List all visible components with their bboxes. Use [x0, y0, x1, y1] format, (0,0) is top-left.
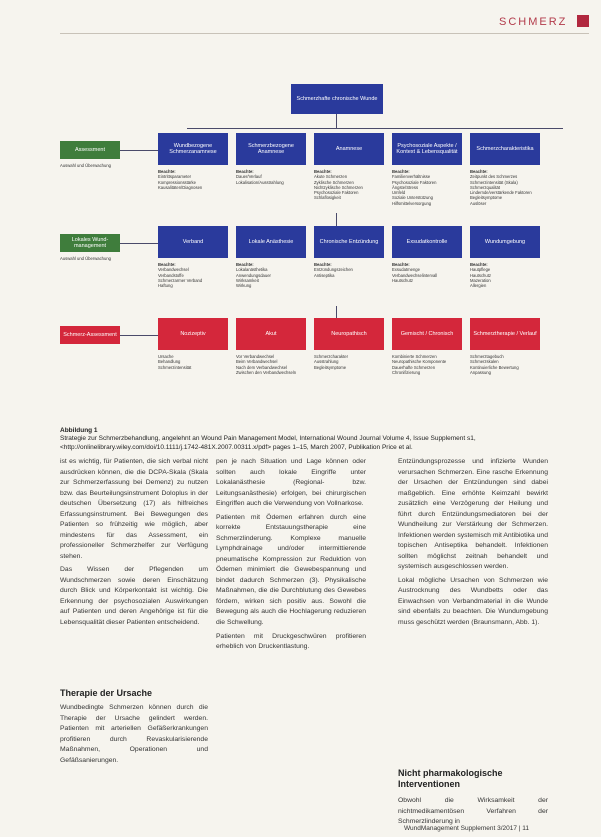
notes-item: Schmerzintensität (Skala): [470, 179, 518, 185]
paragraph: Patienten mit Druckgeschwüren profitieren erheblich von Druckentlastung.: [216, 632, 366, 651]
notes-item: Zeitpunkt des Schmerzes: [470, 174, 518, 180]
notes-item: Hilfsmittelversorgung: [392, 200, 432, 206]
notes-item: Lokalisation/Ausstrahlung: [236, 179, 284, 185]
caption-label: Abbildung 1: [60, 427, 98, 434]
notes-item: Antiseptika: [314, 272, 335, 278]
notes-item: Dauer/Verlauf: [236, 174, 262, 180]
notes-item: Beim Verbandwechsel: [236, 359, 278, 365]
notes-title: Beachte:: [392, 169, 410, 174]
notes-title: Beachte:: [314, 262, 332, 267]
diagram-box: Schmerzcharakteristika: [470, 133, 540, 165]
notes-item: Kompressionsstärke: [158, 179, 196, 185]
notes-item: Verbandwechselintervall: [392, 272, 438, 278]
body-column-2: [216, 457, 366, 656]
diagram-box: Nozizeptiv: [158, 318, 228, 350]
box-notes: [392, 354, 464, 375]
box-notes: [470, 354, 542, 375]
diagram-box: Gemischt / Chronisch: [392, 318, 462, 350]
notes-item: Allergien: [470, 283, 487, 288]
figure-caption: [60, 427, 590, 452]
notes-title: Beachte:: [158, 262, 176, 267]
paragraph: Entzündungsprozesse und infizierte Wunden verursachen Schmerzen. Eine rasche Erkennung der Ursachen der Entzündungen sind dabei maßgeblich. Eine erhöhte Keimzahl bewirkt zusätzlich eine Verzögerung der Heilung und führt durch Entzündungsmediatoren bei der Wundheilung zur Verstärkung der Schmerzen. Infektionen werden systemisch mit Antibiotika und topischen Antiseptika behandelt. Infektionen sollten möglichst zeitnah behandelt und systemisch ausgeschlossen werden.: [398, 458, 548, 571]
section-label: SCHMERZ: [499, 16, 568, 28]
paragraph: Obwohl die Wirksamkeit der nichtmedikamentösen Verfahren der Schmerzlinderung in: [398, 797, 548, 826]
notes-item: Nach dem Verbandwechsel: [236, 364, 287, 370]
notes-item: Eintrittsparameter: [158, 174, 192, 180]
box-notes: [314, 354, 386, 370]
paragraph: Lokal mögliche Ursachen von Schmerzen wie Austrocknung des Wundbetts oder das Einwachsen von Verbandmaterial in die Wunde sind ebenfalls zu beachten. Die Wundumgebung muss geschützt werden (Braunsmann, Abb. 1).: [398, 576, 548, 626]
paragraph: Patienten mit Ödemen erfahren durch eine korrekte Entstauungstherapie eine Schmerzlinderung. Komplexe manuelle Lymphdrainage und/oder intermittierende pneumatische Kompression zur Reduktion von Ödemen minimiert die Gewebespannung und bindet dadurch Schmerzen (3). Physikalische Maßnahmen, die die Durchblutung des Gewebes fördern, wirken sich positiv aus. Sowohl die Bewegung als auch die Hochlagerung reduzieren die Schwellung.: [216, 513, 366, 626]
diagram-box: Schmerzbezogene Anamnese: [236, 133, 306, 165]
notes-item: Hautschutz: [470, 272, 491, 278]
notes-item: Schlaflosigkeit: [314, 195, 341, 201]
notes-item: Behandlung: [158, 359, 181, 365]
notes-item: Kausalitäten/Diagnosen: [158, 184, 203, 190]
connector: [120, 150, 158, 151]
notes-item: Anpassung: [470, 369, 491, 375]
notes-item: Entzündungszeichen: [314, 267, 353, 273]
diagram-box: Akut: [236, 318, 306, 350]
notes-item: Psychosoziale Faktoren: [314, 190, 359, 195]
notes-item: Kontinuierliche Bewertung: [470, 364, 519, 370]
notes-item: Zwischen den Verbandwechseln: [236, 369, 297, 375]
figure-diagram: [60, 78, 590, 423]
diagram-box: Psychosoziale Aspekte / Kontext & Lebensqualität: [392, 133, 462, 165]
section-marker: [577, 15, 589, 27]
body-column-1: [60, 457, 208, 632]
connector: [187, 128, 563, 129]
notes-item: Verbandwechsel: [158, 267, 189, 273]
body-column-1-cont: [60, 703, 208, 769]
box-notes: [470, 262, 542, 288]
paragraph: Wundbedingte Schmerzen können durch die Therapie der Ursache gelindert werden. Patienten mit arteriellen Gefäßerkrankungen profitieren durch Revaskularisierende Maßnahmen, Operationen und Gefäßsanierungen.: [60, 704, 208, 764]
notes-item: Lokalanästhetika: [236, 267, 268, 273]
notes-item: Hautpflege: [470, 267, 491, 273]
notes-item: Schmerzarmer Verband: [158, 277, 203, 283]
notes-item: Schmerzqualität: [470, 184, 501, 190]
notes-item: Exsudatmenge: [392, 267, 420, 273]
box-notes: [314, 169, 386, 201]
diagram-box: Verband: [158, 226, 228, 258]
notes-title: Beachte:: [236, 262, 254, 267]
body-column-3: [398, 457, 548, 632]
notes-item: Kombinierte Schmerzen: [392, 354, 437, 359]
notes-item: Psychosoziale Faktoren: [392, 179, 437, 185]
notes-title: Beachte:: [314, 169, 332, 174]
diagram-box: Exsudatkontrolle: [392, 226, 462, 258]
notes-item: Auslöser: [470, 200, 487, 206]
notes-item: Anwendungsdauer: [236, 272, 271, 278]
connector: [336, 213, 337, 226]
diagram-box: Wundumgebung: [470, 226, 540, 258]
notes-title: Beachte:: [392, 262, 410, 267]
header-rule: [60, 33, 589, 34]
connector: [120, 335, 158, 336]
box-notes: [236, 169, 308, 185]
diagram-box: Schmerztherapie / Verlauf: [470, 318, 540, 350]
diagram-box: Wundbezogene Schmerzanamnese: [158, 133, 228, 165]
notes-item: Mazeration: [470, 277, 491, 283]
box-notes: [158, 169, 230, 190]
diagram-top-box: Schmerzhafte chronische Wunde: [291, 84, 383, 114]
notes-item: Nichtzyklische Schmerzen: [314, 184, 363, 190]
box-notes: [392, 262, 464, 283]
box-notes: [236, 354, 308, 375]
connector: [336, 114, 337, 128]
diagram-box: Neuropathisch: [314, 318, 384, 350]
notes-item: Schmerzcharakter: [314, 354, 348, 359]
notes-item: Zyklische Schmerzen: [314, 179, 354, 185]
paragraph: ist es wichtig, für Patienten, die sich verbal nicht ausdrücken können, die die DCPA-Skala (Skala zur Schmerzerfassung bei Demenz) zu nutzen bzw. das Beurteilungsinstrument Doloplus in der deutschen Übersetzung (17) als hilfreiches Erfassungsinstrument. Bei Bewegungen des Patienten so frühzeitig wie möglich, aber mindestens für das Assessment, ein professioneller Schmerzhelfer zur Verfügung stehen.: [60, 458, 208, 560]
notes-title: Beachte:: [470, 262, 488, 267]
notes-item: Umfeld: [392, 190, 406, 195]
notes-item: Verbandstoffe: [158, 272, 184, 278]
notes-item: Schmerzintensität: [158, 364, 192, 370]
notes-item: Soziale Unterstützung: [392, 195, 433, 201]
notes-item: Vor Verbandwechsel: [236, 354, 275, 359]
box-notes: [158, 262, 230, 288]
notes-title: Beachte:: [236, 169, 254, 174]
notes-item: Haftung: [158, 283, 173, 288]
notes-item: Dauerhafte Schmerzen: [392, 364, 436, 370]
notes-title: Beachte:: [158, 169, 176, 174]
notes-item: Hautschutz: [392, 277, 413, 283]
notes-item: Familienverhältnisse: [392, 174, 431, 180]
paragraph: Das Wissen der Pflegenden um Wundschmerzen sowie deren Einschätzung durch Blick und Körperkontakt ist wichtig. Die Erkennung der psychosozialen Auswirkungen auf Patienten und deren Angehörige ist für die Lebensqualität dieser Patienten entscheidend.: [60, 566, 208, 626]
box-notes: [470, 169, 542, 206]
row-label: Schmerz-Assessment: [60, 326, 120, 344]
diagram-box: Anamnese: [314, 133, 384, 165]
notes-item: Neuropathische Komponente: [392, 359, 447, 365]
paragraph: pen je nach Situation und Lage können oder sollten auch lokale Eingriffe unter Lokalanästhesie (Regional- bzw. Leitungsanästhesie) erfolgen, bei chirurgischen Eingriffen auch die Verwendung von Vollnarkose.: [216, 458, 366, 508]
row-label: Assessment: [60, 141, 120, 159]
page-footer: WundManagement Supplement 3/2017 | 11: [404, 825, 530, 832]
diagram-box: Lokale Anästhesie: [236, 226, 306, 258]
notes-title: Beachte:: [470, 169, 488, 174]
notes-item: Begleitsymptome: [470, 195, 503, 201]
row-label: Lokales Wund-management: [60, 234, 120, 252]
notes-item: Ängste/Stress: [392, 184, 419, 190]
notes-item: Lindernde/verstärkende Faktoren: [470, 190, 532, 195]
notes-item: Chronifizierung: [392, 369, 421, 375]
box-notes: [392, 169, 464, 206]
notes-item: Schmerztagebuch: [470, 354, 504, 359]
notes-item: Wirksamkeit: [236, 277, 259, 283]
notes-item: Ursache: [158, 354, 174, 359]
caption-text: Strategie zur Schmerzbehandlung, angelehnt an Wound Pain Management Model, International Wound Journal Volume 4, Issue Supplement s1, <http://onlinelibrary.wiley.com/doi/10.1111/j.1742-481X.2007.00311.x/pdf> pages 1–15, March 2007, Publikation Price et al.: [60, 435, 476, 451]
box-notes: [158, 354, 230, 370]
box-notes: [236, 262, 308, 288]
row-note: Auswahl und Überwachung: [60, 256, 111, 261]
row-note: Auswahl und Überwachung: [60, 163, 111, 168]
section-heading: Therapie der Ursache: [60, 688, 153, 698]
notes-item: Begleitsymptome: [314, 364, 347, 370]
notes-item: Schmerzskalen: [470, 359, 499, 365]
notes-item: Akute Schmerzen: [314, 174, 348, 180]
notes-item: Wirkung: [236, 283, 252, 288]
notes-item: Ausstrahlung: [314, 359, 339, 365]
box-notes: [314, 262, 386, 278]
diagram-box: Chronische Entzündung: [314, 226, 384, 258]
section-heading: Nicht pharmakologische Interventionen: [398, 768, 503, 789]
connector: [120, 243, 158, 244]
